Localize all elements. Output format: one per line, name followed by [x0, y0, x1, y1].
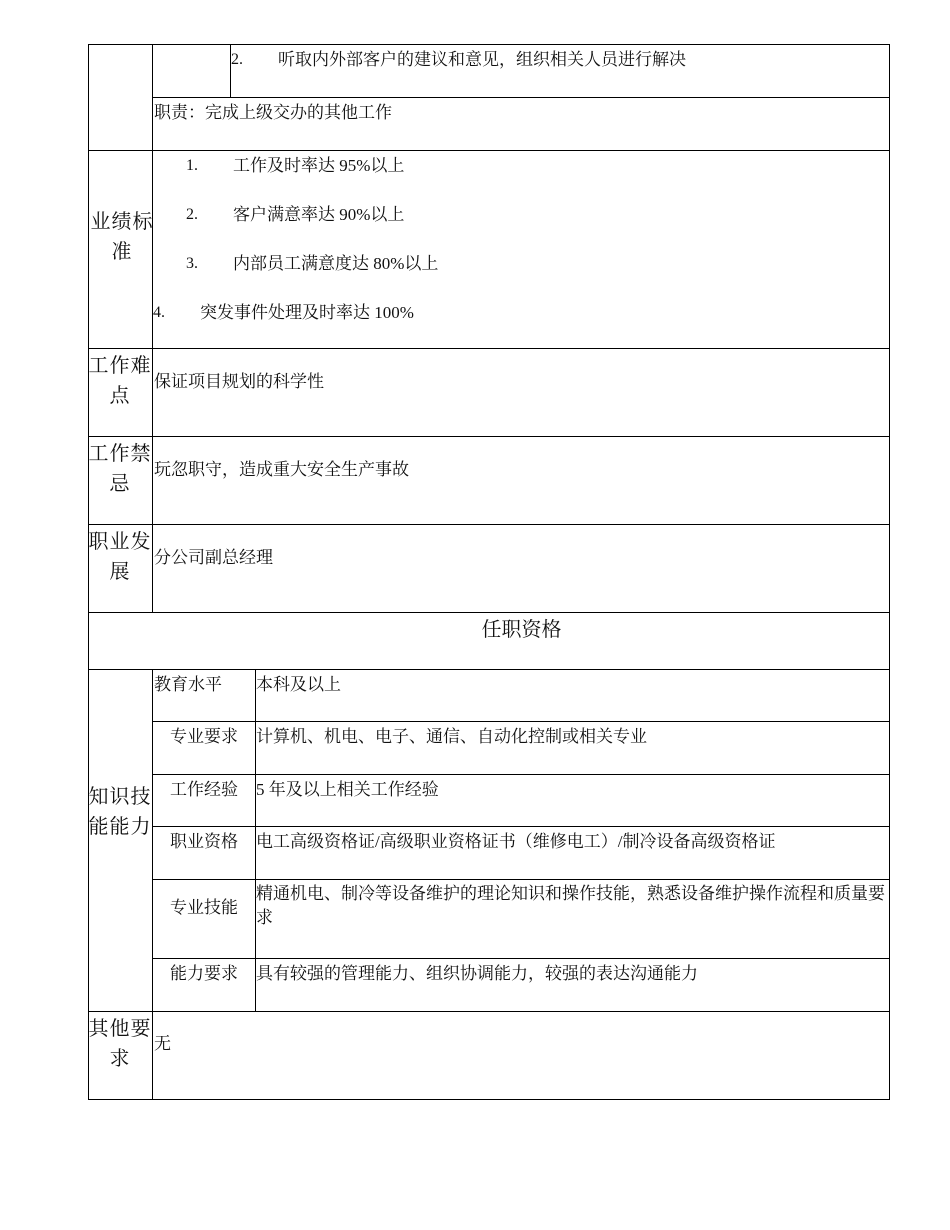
- row-divider: [88, 1011, 890, 1012]
- qualification-value: 计算机、机电、电子、通信、自动化控制或相关专业: [256, 727, 647, 746]
- qualification-value: 电工高级资格证/高级职业资格证书（维修电工）/制冷设备高级资格证: [256, 832, 776, 851]
- table-border-right: [889, 44, 890, 1100]
- duty-other-work: 职责：完成上级交办的其他工作: [154, 103, 392, 122]
- row-divider: [88, 524, 890, 525]
- qualification-key: 教育水平: [154, 675, 222, 694]
- difficulty-text: 保证项目规划的科学性: [154, 372, 324, 391]
- performance-item-text: 突发事件处理及时率达 100%: [200, 303, 414, 322]
- row-divider: [88, 348, 890, 349]
- performance-label: 业绩标准: [90, 211, 154, 263]
- qualification-key: 专业要求: [170, 727, 238, 746]
- qualifications-label: 知识技能能力: [88, 786, 152, 838]
- qualification-value: 具有较强的管理能力、组织协调能力，较强的表达沟通能力: [256, 964, 698, 983]
- performance-item-text: 工作及时率达 95%以上: [233, 156, 405, 175]
- performance-item-number: 1.: [186, 157, 198, 174]
- row-divider: [88, 150, 890, 151]
- other-text: 无: [154, 1034, 171, 1053]
- performance-item-text: 内部员工满意度达 80%以上: [233, 254, 439, 273]
- row-divider: [153, 97, 890, 98]
- performance-item-number: 2.: [186, 206, 198, 223]
- performance-item-number: 3.: [186, 255, 198, 272]
- taboo-text: 玩忽职守，造成重大安全生产事故: [154, 460, 409, 479]
- performance-item-text: 客户满意率达 90%以上: [233, 205, 405, 224]
- career-text: 分公司副总经理: [154, 548, 273, 567]
- row-divider: [153, 958, 890, 959]
- row-divider: [153, 721, 890, 722]
- row-divider: [153, 774, 890, 775]
- qualification-key: 职业资格: [170, 832, 238, 851]
- qualification-value: 本科及以上: [256, 675, 341, 694]
- qualifications-title: 任职资格: [481, 619, 562, 641]
- performance-item-number: 4.: [153, 304, 165, 321]
- row-divider: [88, 612, 890, 613]
- qualification-key: 能力要求: [170, 964, 238, 983]
- duty-item-number: 2.: [231, 51, 243, 68]
- row-divider: [88, 669, 890, 670]
- career-label: 职业发展: [88, 531, 152, 583]
- taboo-label: 工作禁忌: [88, 443, 152, 495]
- qualification-key: 工作经验: [170, 780, 238, 799]
- qualification-key: 专业技能: [170, 898, 238, 917]
- difficulty-label: 工作难点: [88, 355, 152, 407]
- qualification-value: 精通机电、制冷等设备维护的理论知识和操作技能，熟悉设备维护操作流程和质量要求: [256, 884, 885, 927]
- table-border-top: [88, 44, 890, 45]
- duty-item-text: 听取内外部客户的建议和意见，组织相关人员进行解决: [278, 50, 686, 69]
- other-label: 其他要求: [88, 1018, 152, 1070]
- qualification-value: 5 年及以上相关工作经验: [256, 780, 439, 799]
- job-description-table: [88, 44, 890, 1100]
- row-divider: [153, 826, 890, 827]
- row-divider: [88, 436, 890, 437]
- row-divider: [153, 879, 890, 880]
- label-column-divider: [152, 44, 153, 613]
- table-border-bottom: [88, 1099, 890, 1100]
